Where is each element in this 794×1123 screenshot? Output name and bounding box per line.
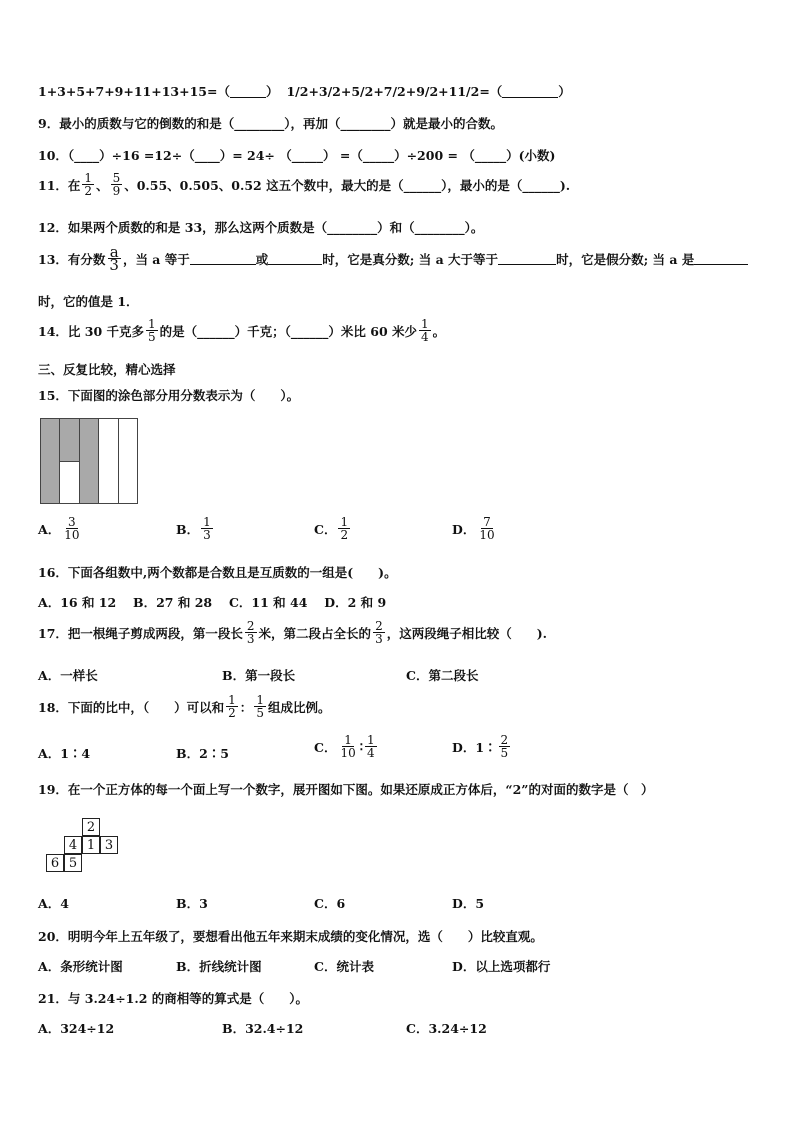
fraction: $\frac{1}{4}$: [421, 317, 429, 344]
net-cell: 5: [64, 854, 82, 872]
question-18: [38, 694, 330, 719]
half-shaded-column: [60, 419, 79, 503]
question-20: 20．明明今年上五年级了，要想看出他五年来期末成绩的变化情况，选（ ）比较直观。: [38, 929, 543, 944]
q11-sep: 、: [96, 177, 109, 193]
option-a[interactable]: A．1∶4: [38, 746, 91, 761]
answer-blank[interactable]: [230, 85, 266, 98]
option-c[interactable]: C．6: [314, 896, 346, 911]
q13-text: 或: [255, 251, 269, 267]
fraction: $\frac{1}{2}$: [340, 515, 349, 542]
option-c[interactable]: C． $\frac{1}{10}$ ∶ $\frac{1}{4}$: [314, 733, 375, 760]
question-19: 19．在一个正方体的每一个面上写一个数字，展开图如下图。如果还原成正方体后，“2”的对面的数字是（ ）: [38, 782, 654, 797]
fraction: $\frac{5}{9}$: [112, 171, 121, 198]
unshaded-column: [99, 419, 118, 503]
option-a[interactable]: A．324÷12: [38, 1021, 115, 1036]
fraction: $\frac{7}{10}$: [479, 515, 495, 542]
fraction: $\frac{2}{3}$: [246, 619, 255, 646]
question-13: [38, 243, 748, 274]
fraction: $\frac{2}{5}$: [500, 733, 509, 760]
option-c[interactable]: C．第二段长: [406, 668, 479, 683]
net-cell: 2: [82, 818, 100, 836]
q17-post: ，这两段绳子相比较（ ).: [386, 625, 547, 641]
q18-post: 组成比例。: [267, 699, 331, 715]
net-cell: 4: [64, 836, 82, 854]
q17-mid: 米，第二段占全长的: [258, 625, 372, 641]
answer-blank[interactable]: [694, 252, 748, 265]
option-c[interactable]: C． $\frac{1}{2}$: [314, 515, 349, 542]
net-cell: 6: [46, 854, 64, 872]
answer-blank[interactable]: [498, 252, 556, 265]
option-b[interactable]: B． $\frac{1}{3}$: [176, 515, 211, 542]
option-b[interactable]: B．第一段长: [222, 668, 296, 683]
option-b[interactable]: B．折线统计图: [176, 959, 262, 974]
question-11: [38, 172, 570, 197]
q11-pre: 11．在: [38, 177, 81, 193]
option-d[interactable]: D．1∶ $\frac{2}{5}$: [452, 733, 509, 760]
q8-expr1: 1+3+5+7+9+11+13+15=（: [38, 84, 230, 99]
fraction: $\frac{1}{2}$: [228, 693, 236, 720]
shaded-column: [41, 419, 60, 503]
net-cell: 1: [82, 836, 100, 854]
option-d[interactable]: D． $\frac{7}{10}$: [452, 515, 495, 542]
option-a[interactable]: A．条形统计图: [38, 959, 123, 974]
fraction: $\frac{1}{3}$: [203, 515, 211, 542]
q17-pre: 17．把一根绳子剪成两段，第一段长: [38, 625, 243, 641]
question-13-line2: 时，它的值是 1．: [38, 294, 139, 309]
option-d[interactable]: D．以上选项都行: [452, 959, 551, 974]
question-16: 16．下面各组数中,两个数都是合数且是互质数的一组是( )。: [38, 565, 397, 580]
answer-blank[interactable]: [190, 252, 256, 265]
q13-pre: 13．有分数: [38, 251, 106, 267]
question-17: [38, 620, 547, 645]
question-16-options[interactable]: A．16 和 12 B．27 和 28 C．11 和 44 D．2 和 9: [38, 595, 387, 610]
q8-expr2: 1/2+3/2+5/2+7/2+9/2+11/2=（: [286, 84, 503, 99]
q11-post: 、0.55、0.505、0.52 这五个数中，最大的是（______），最小的是（______).: [124, 177, 571, 193]
question-9: 9．最小的质数与它的倒数的和是（________），再加（________）就是最小的合数。: [38, 116, 503, 131]
q14-mid: 的是（______）千克；（______）米比 60 米少: [159, 323, 417, 339]
question-12: 12．如果两个质数的和是 33，那么这两个质数是（________）和（________）。: [38, 220, 484, 235]
q13-text: 时，它是真分数; 当 a 大于等于: [322, 251, 499, 267]
option-c[interactable]: C．统计表: [314, 959, 374, 974]
option-d[interactable]: D．5: [452, 896, 485, 911]
question-21: 21．与 3.24÷1.2 的商相等的算式是（ ）。: [38, 991, 309, 1006]
q14-post: 。: [432, 323, 446, 339]
q13-text: 时，它是假分数; 当 a 是: [556, 251, 695, 267]
fraction: $\frac{1}{5}$: [148, 317, 156, 344]
q8-expr1-end: ）: [265, 84, 279, 99]
fraction: $\frac{a}{3}$: [109, 243, 119, 274]
fraction: $\frac{1}{5}$: [256, 693, 264, 720]
unshaded-column: [119, 419, 137, 503]
fraction: $\frac{3}{10}$: [64, 515, 80, 542]
answer-blank[interactable]: [502, 85, 558, 98]
fraction: $\frac{1}{4}$: [367, 733, 375, 760]
fraction: $\frac{1}{10}$: [340, 733, 356, 760]
option-b[interactable]: B．2∶5: [176, 746, 229, 761]
net-cell: 3: [100, 836, 118, 854]
q18-pre: 18．下面的比中，（ ）可以和: [38, 699, 225, 715]
option-a[interactable]: A．一样长: [38, 668, 98, 683]
fraction: $\frac{1}{2}$: [84, 171, 93, 198]
answer-blank[interactable]: [268, 252, 322, 265]
option-c[interactable]: C．3.24÷12: [406, 1021, 487, 1036]
q14-pre: 14．比 30 千克多: [38, 323, 144, 339]
shaded-column: [80, 419, 99, 503]
option-a[interactable]: A．4: [38, 896, 69, 911]
question-14: [38, 318, 445, 343]
colon: ：: [239, 699, 253, 715]
question-8: [38, 82, 571, 100]
q8-expr2-end: ）: [558, 84, 571, 99]
option-b[interactable]: B．32.4÷12: [222, 1021, 304, 1036]
option-b[interactable]: B．3: [176, 896, 208, 911]
shaded-rectangle-figure: [40, 418, 138, 504]
option-a[interactable]: A． $\frac{3}{10}$: [38, 515, 80, 542]
q13-text: ，当 a 等于: [122, 251, 190, 267]
question-10: 10．（____）÷16 =12÷（____）= 24÷ （_____） =（_____）÷200 = （_____）(小数): [38, 148, 556, 163]
fraction: $\frac{2}{3}$: [375, 619, 383, 646]
question-15: 15．下面图的涂色部分用分数表示为（ ）。: [38, 388, 300, 403]
section-3-title: 三、反复比较，精心选择: [38, 362, 176, 377]
